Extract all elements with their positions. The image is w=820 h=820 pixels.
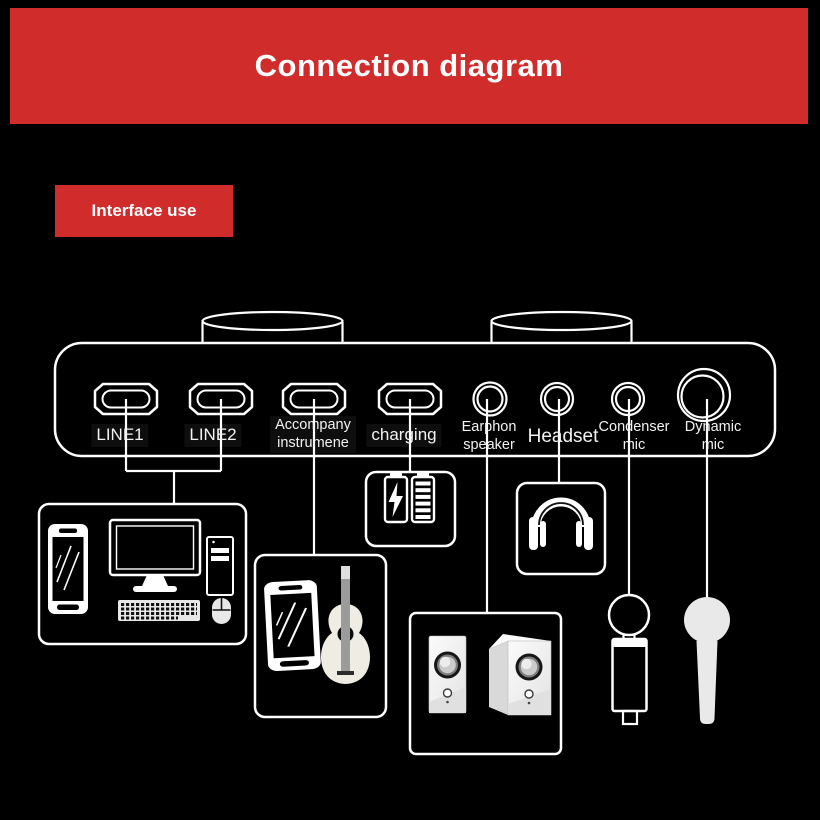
- page-title: Connection diagram: [254, 48, 564, 83]
- volume-knob-icon: [203, 312, 343, 343]
- port-label-charging: charging: [366, 424, 441, 447]
- port-label-line1: LINE1: [91, 424, 148, 447]
- charging-box: [366, 472, 455, 546]
- computer-box: [39, 504, 246, 644]
- keyboard-icon: [118, 600, 200, 621]
- guitar-icon: [321, 566, 370, 684]
- port-label-accompany-instrument: Accompany instrumene: [270, 416, 356, 453]
- speakers-box: [410, 613, 561, 754]
- condenser-mic-icon: [609, 595, 649, 724]
- mouse-icon: [212, 598, 231, 624]
- port-label-dynamic-mic: Dynamic mic: [684, 419, 742, 453]
- battery-charging-icon: [385, 473, 407, 523]
- port-label-earphone-speaker: Earphon speaker: [461, 419, 517, 453]
- battery-level-icon: [412, 473, 434, 523]
- monitor-icon: [110, 520, 200, 592]
- jack-icon-earphone-speaker: [474, 383, 507, 416]
- port-label-line2: LINE2: [184, 424, 241, 447]
- dynamic-mic-icon: [684, 597, 730, 724]
- instrument-box: [255, 555, 386, 717]
- speaker-left-icon: [429, 636, 466, 713]
- speaker-right-icon: [489, 634, 551, 715]
- headphones-icon: [529, 502, 593, 550]
- phone-icon: [48, 524, 88, 614]
- pc-tower-icon: [207, 537, 233, 595]
- port-label-headset: Headset: [527, 426, 599, 447]
- section-badge-label: Interface use: [91, 201, 197, 220]
- volume-knob-icon: [492, 312, 632, 343]
- jack-icon-dynamic-mic: [678, 369, 730, 421]
- port-label-condenser-mic: Condenser mic: [598, 419, 670, 453]
- jack-icon-headset: [541, 383, 573, 415]
- headset-box: [517, 483, 605, 574]
- phone-icon: [264, 580, 321, 672]
